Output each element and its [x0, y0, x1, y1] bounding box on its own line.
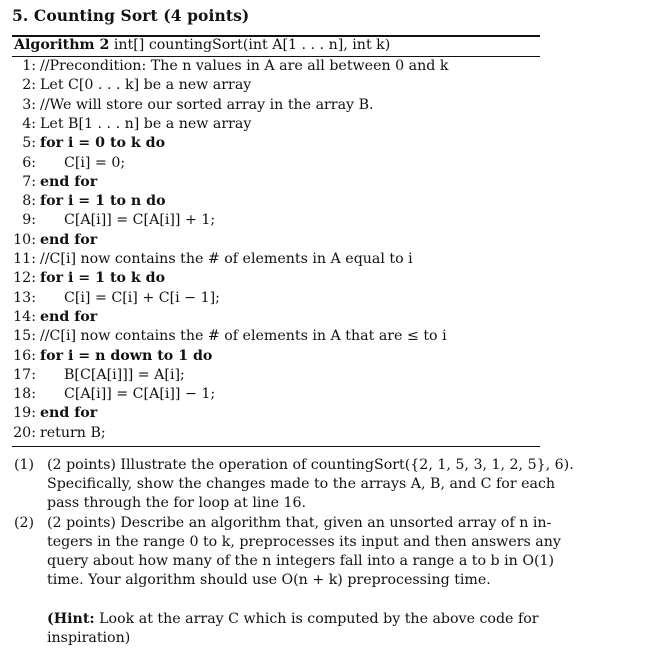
- question-text-line: pass through the for loop at line 16.: [47, 495, 307, 511]
- code-text: C[A[i]] = C[A[i]] + 1;: [64, 212, 216, 229]
- line-number: 8:: [22, 193, 36, 210]
- hint-text: Look at the array C which is computed by the above code for: [99, 611, 539, 627]
- code-text: //C[i] now contains the # of elements in A equal to i: [40, 251, 413, 267]
- line-number: 5:: [22, 135, 36, 152]
- line-number: 1:: [22, 58, 36, 74]
- code-text: for i = 1 to k do: [40, 270, 166, 287]
- question-text-line: tegers in the range 0 to k, preprocesses its input and then answers any: [47, 534, 561, 550]
- code-text: //Precondition: The n values in A are all between 0 and k: [40, 58, 449, 74]
- code-text: for i = n down to 1 do: [40, 347, 213, 364]
- code-text: C[i] = C[i] + C[i − 1];: [64, 289, 220, 306]
- question-text-line: Specifically, show the changes made to the arrays A, B, and C for each: [47, 476, 556, 492]
- question-text-line: (2 points) Illustrate the operation of countingSort({2, 1, 5, 3, 1, 2, 5}, 6).: [47, 457, 574, 473]
- code-text: end for: [40, 231, 98, 248]
- line-number: 12:: [13, 270, 36, 287]
- code-text: for i = 0 to k do: [40, 135, 166, 152]
- line-number: 10:: [13, 231, 36, 248]
- question-text-line: (2 points) Describe an algorithm that, given an unsorted array of n in-: [47, 515, 552, 531]
- line-number: 9:: [22, 212, 36, 229]
- question-label: (2): [14, 515, 35, 531]
- line-number: 15:: [13, 328, 36, 345]
- line-number: 19:: [13, 405, 36, 422]
- line-number: 17:: [13, 366, 36, 383]
- code-text: //We will store our sorted array in the array B.: [40, 96, 374, 113]
- line-number: 16:: [13, 347, 36, 364]
- line-number: 4:: [22, 115, 36, 132]
- hint-label: (Hint:: [47, 611, 95, 627]
- algorithm-label: Algorithm 2: [14, 37, 110, 53]
- question-label: (1): [14, 457, 35, 473]
- line-number: 11:: [13, 251, 36, 267]
- algorithm-bottom-rule: [12, 446, 540, 447]
- line-number: 7:: [22, 173, 36, 190]
- code-text: end for: [40, 405, 98, 422]
- line-number: 13:: [13, 289, 36, 306]
- code-text: //C[i] now contains the # of elements in A that are ≤ to i: [40, 328, 447, 345]
- code-text: Let C[0 . . . k] be a new array: [40, 77, 252, 94]
- line-number: 6:: [22, 154, 36, 171]
- algorithm-header: [14, 37, 390, 53]
- code-text: C[A[i]] = C[A[i]] − 1;: [64, 386, 216, 403]
- line-number: 18:: [13, 386, 36, 403]
- hint-line-2: inspiration): [47, 630, 131, 646]
- line-number: 3:: [22, 96, 36, 113]
- code-text: C[i] = 0;: [64, 154, 126, 171]
- code-text: Let B[1 . . . n] be a new array: [40, 115, 252, 132]
- code-text: end for: [40, 308, 98, 325]
- line-number: 20:: [13, 424, 36, 441]
- code-text: B[C[A[i]]] = A[i];: [64, 366, 185, 383]
- code-text: for i = 1 to n do: [40, 193, 166, 210]
- hint-line-1: [47, 611, 539, 627]
- section-title: 5. Counting Sort (4 points): [12, 6, 250, 25]
- line-number: 14:: [13, 308, 36, 325]
- algorithm-signature: int[] countingSort(int A[1 . . . n], int k): [113, 37, 391, 53]
- code-text: end for: [40, 173, 98, 190]
- line-number: 2:: [22, 77, 36, 94]
- question-text-line: query about how many of the n integers fall into a range a to b in O(1): [47, 553, 555, 569]
- code-text: return B;: [40, 424, 106, 441]
- question-text-line: time. Your algorithm should use O(n + k) preprocessing time.: [47, 572, 491, 588]
- algorithm-header-rule: [12, 56, 540, 57]
